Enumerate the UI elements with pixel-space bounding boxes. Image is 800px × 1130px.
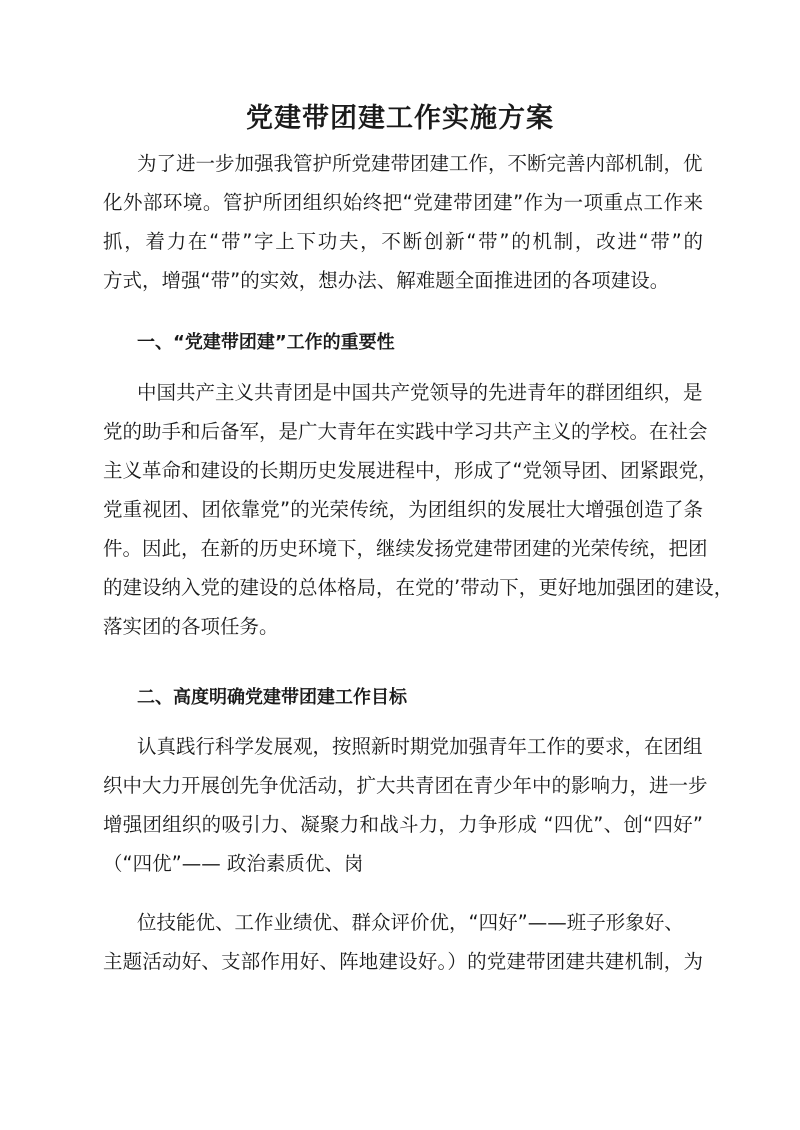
paragraph-line: 件。因此，在新的历史环境下，继续发扬党建带团建的光荣传统，把团	[103, 537, 708, 560]
section-heading-2: 二、高度明确党建带团建工作目标	[137, 687, 407, 708]
paragraph-line: 主义革命和建设的长期历史发展进程中，形成了“党领导团、团紧跟党，	[103, 459, 718, 482]
paragraph-line: 中国共产主义共青团是中国共产党领导的先进青年的群团组织，是	[137, 381, 703, 404]
paragraph-line: 为了进一步加强我管护所党建带团建工作，不断完善内部机制，优	[137, 152, 703, 175]
document-title: 党建带团建工作实施方案	[246, 103, 554, 134]
paragraph-line: 增强团组织的吸引力、凝聚力和战斗力，力争形成 “四优”、创“四好”	[103, 813, 703, 836]
paragraph-line: 党重视团、团依靠党”的光荣传统，为团组织的发展壮大增强创造了条	[103, 498, 703, 521]
paragraph-line: 的建设纳入党的建设的总体格局，在党的’带动下，更好地加强团的建设，	[103, 576, 734, 599]
paragraph-line: 化外部环境。管护所团组织始终把“党建带团建”作为一项重点工作来	[103, 191, 703, 214]
paragraph-line: 党的助手和后备军，是广大青年在实践中学习共产主义的学校。在社会	[103, 420, 708, 443]
paragraph-line: 主题活动好、支部作用好、阵地建设好。）的党建带团建共建机制，为	[103, 950, 703, 973]
paragraph-line: （“四优”—— 政治素质优、岗	[103, 852, 364, 875]
paragraph-line: 抓，着力在“带”字上下功夫，不断创新“带”的机制，改进“带”的	[103, 230, 703, 253]
section-heading-1: 一、“党建带团建”工作的重要性	[137, 332, 395, 353]
paragraph-line: 方式，增强“带”的实效，想办法、解难题全面推进团的各项建设。	[103, 269, 670, 292]
paragraph-line: 落实团的各项任务。	[103, 615, 279, 638]
paragraph-line: 位技能优、工作业绩优、群众评价优，“四好”——班子形象好、	[137, 911, 684, 934]
paragraph-line: 认真践行科学发展观，按照新时期党加强青年工作的要求，在团组	[137, 735, 703, 758]
paragraph-line: 织中大力开展创先争优活动，扩大共青团在青少年中的影响力，进一步	[103, 774, 708, 797]
